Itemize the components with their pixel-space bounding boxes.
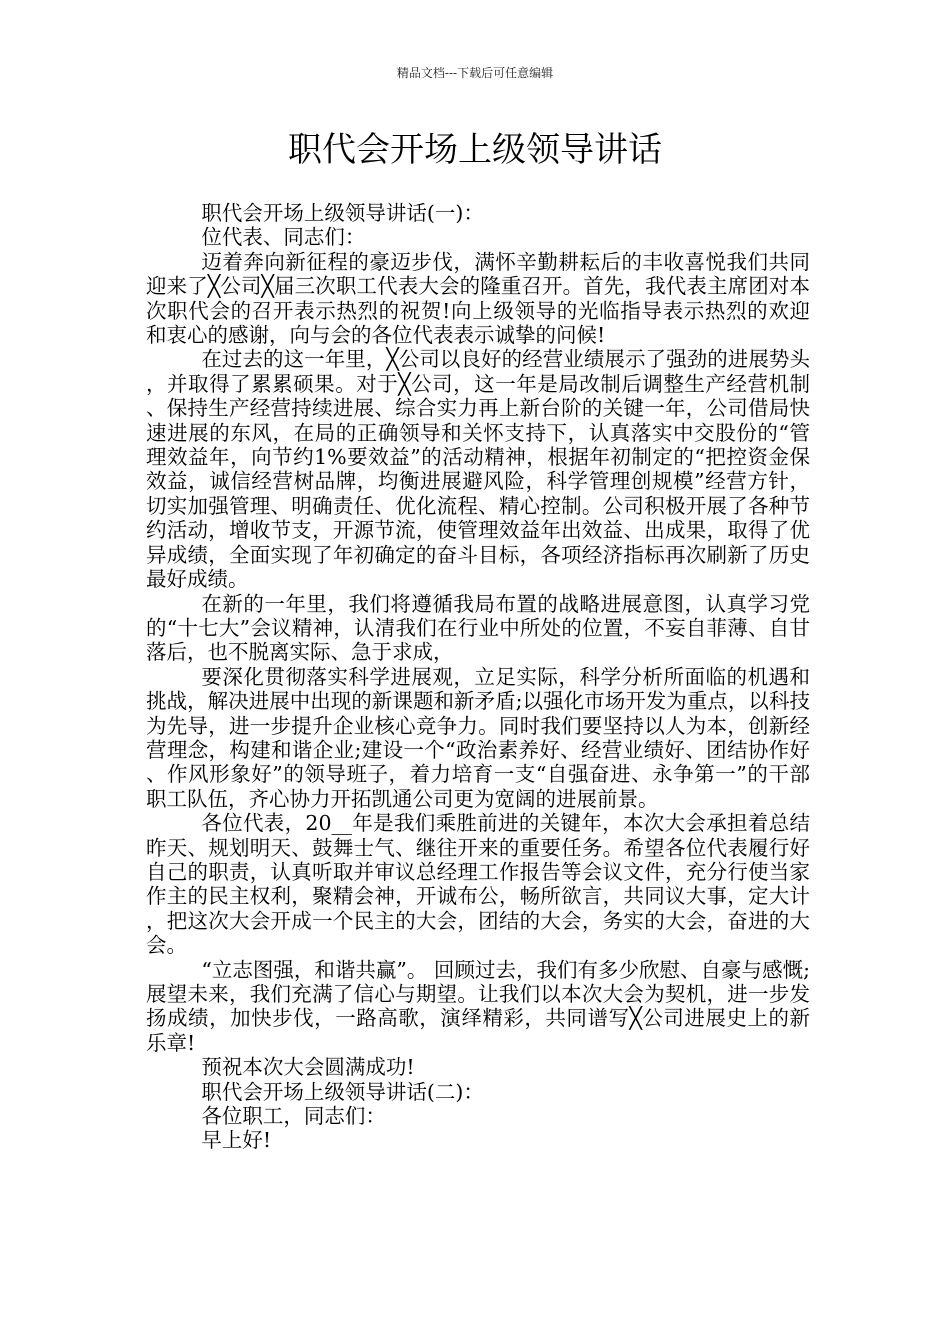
header-note: 精品文档---下载后可任意编辑 <box>396 66 554 80</box>
paragraph: 要深化贯彻落实科学进展观，立足实际，科学分析所面临的机遇和挑战，解决进展中出现的新课题和新矛盾;以强化市场开发为重点，以科技为先导，进一步提升企业核心竞争力。同时我们要坚持以人为本，创新经营理念，构建和谐企业;建设一个“政治素养好、经营业绩好、团结协作好、作风形象好”的领导班子，着力培育一支“自强奋进、永争第一”的干部职工队伍，齐心协力开拓凯通公司更为宽阔的进展前景。 <box>146 664 810 811</box>
paragraph-salutation-one: 位代表、同志们： <box>201 225 366 250</box>
paragraph: 迈着奔向新征程的豪迈步伐，满怀辛勤耕耘后的丰收喜悦我们共同迎来了╳公司╳届三次职工代表大会的隆重召开。首先，我代表主席团对本次职代会的召开表示热烈的祝贺!向上级领导的光临指导表示热烈的欢迎和衷心的感谢，向与会的各位代表表示诚挚的问候! <box>146 249 810 348</box>
document-body <box>146 201 810 1153</box>
paragraph: 在过去的这一年里，╳公司以良好的经营业绩展示了强劲的进展势头，并取得了累累硕果。对于╳公司，这一年是局改制后调整生产经营机制、保持生产经营持续进展、综合实力再上新台阶的关键一年，公司借局快速进展的东风，在局的正确领导和关怀支持下，认真落实中交股份的“管理效益年，向节约1%要效益”的活动精神，根据年初制定的“把控资金保效益，诚信经营树品牌，均衡进展避风险，科学管理创规模”经营方针，切实加强管理、明确责任、优化流程、精心控制。公司积极开展了各种节约活动，增收节支，开源节流，使管理效益年出效益、出成果，取得了优异成绩，全面实现了年初确定的奋斗目标，各项经济指标再次刷新了历史最好成绩。 <box>146 347 810 592</box>
paragraph-subtitle-one: 职代会开场上级领导讲话(一)： <box>201 201 484 225</box>
paragraph: 在新的一年里，我们将遵循我局布置的战略进展意图，认真学习党的“十七大”会议精神，认清我们在行业中所处的位置，不妄自菲薄、自甘落后，也不脱离实际、急于求成， <box>146 591 810 665</box>
paragraph: 各位代表，20__年是我们乘胜前进的关键年，本次大会承担着总结昨天、规划明天、鼓舞士气、继往开来的重要任务。希望各位代表履行好自己的职责，认真听取并审议总经理工作报告等会议文件，充分行使当家作主的民主权利，聚精会神，开诚布公，畅所欲言，共同议大事，定大计，把这次大会开成一个民主的大会，团结的大会，务实的大会，奋进的大会。 <box>146 811 810 958</box>
paragraph-salutation-two: 各位职工，同志们： <box>201 1104 386 1129</box>
document-title: 职代会开场上级领导讲话 <box>288 130 662 170</box>
paragraph: “立志图强，和谐共赢”。 回顾过去，我们有多少欣慰、自豪与感慨;展望未来，我们充满了信心与期望。让我们以本次大会为契机，进一步发扬成绩，加快步伐，一路高歌，演绎精彩，共同谱写╳公司进展史上的新乐章! <box>146 957 810 1055</box>
paragraph-closing-wish: 预祝本次大会圆满成功! <box>201 1055 415 1080</box>
paragraph-subtitle-two: 职代会开场上级领导讲话(二)： <box>201 1079 484 1104</box>
paragraph-greeting: 早上好! <box>201 1128 272 1153</box>
